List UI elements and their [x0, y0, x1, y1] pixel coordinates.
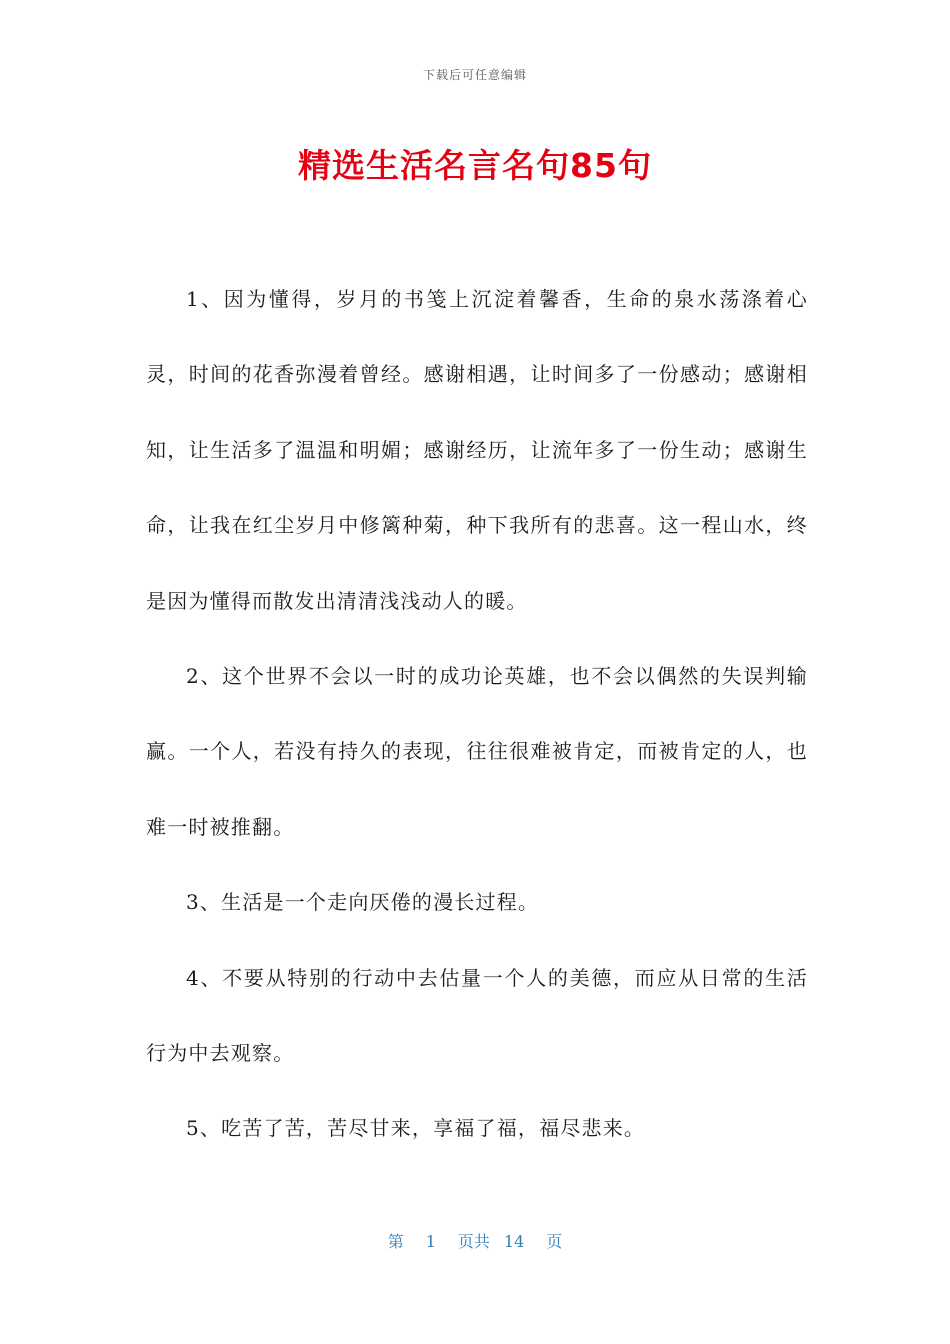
paragraph-5: 5、吃苦了苦，苦尽甘来，享福了福，福尽悲来。 [186, 1116, 646, 1141]
page-header-note: 下载后可任意编辑 [422, 68, 527, 82]
paragraph-1: 1、因为懂得，岁月的书笺上沉淀着馨香，生命的泉水荡涤着心灵，时间的花香弥漫着曾经。感谢相遇，让时间多了一份感动；感谢相知，让生活多了温温和明媚；感谢经历，让流年多了一份生动；感谢生命，让我在红尘岁月中修篱种菊，种下我所有的悲喜。这一程山水，终是因为懂得而散发出清清浅浅动人的暖。 [146, 287, 808, 613]
document-title: 精选生活名言名句85句 [298, 146, 652, 185]
footer-current-page: 1 [425, 1232, 436, 1251]
page-footer [0, 1229, 950, 1252]
paragraph-3: 3、生活是一个走向厌倦的漫长过程。 [186, 890, 540, 915]
paragraph-2: 2、这个世界不会以一时的成功论英雄，也不会以偶然的失误判输赢。一个人，若没有持久的表现，往往很难被肯定，而被肯定的人，也难一时被推翻。 [146, 664, 808, 839]
document-body [146, 262, 808, 1167]
footer-total-pages: 14 [503, 1232, 525, 1251]
footer-middle: 页共 [457, 1232, 490, 1251]
footer-prefix: 第 [387, 1232, 404, 1251]
footer-suffix: 页 [546, 1232, 563, 1251]
paragraph-4: 4、不要从特别的行动中去估量一个人的美德，而应从日常的生活行为中去观察。 [146, 965, 808, 1066]
